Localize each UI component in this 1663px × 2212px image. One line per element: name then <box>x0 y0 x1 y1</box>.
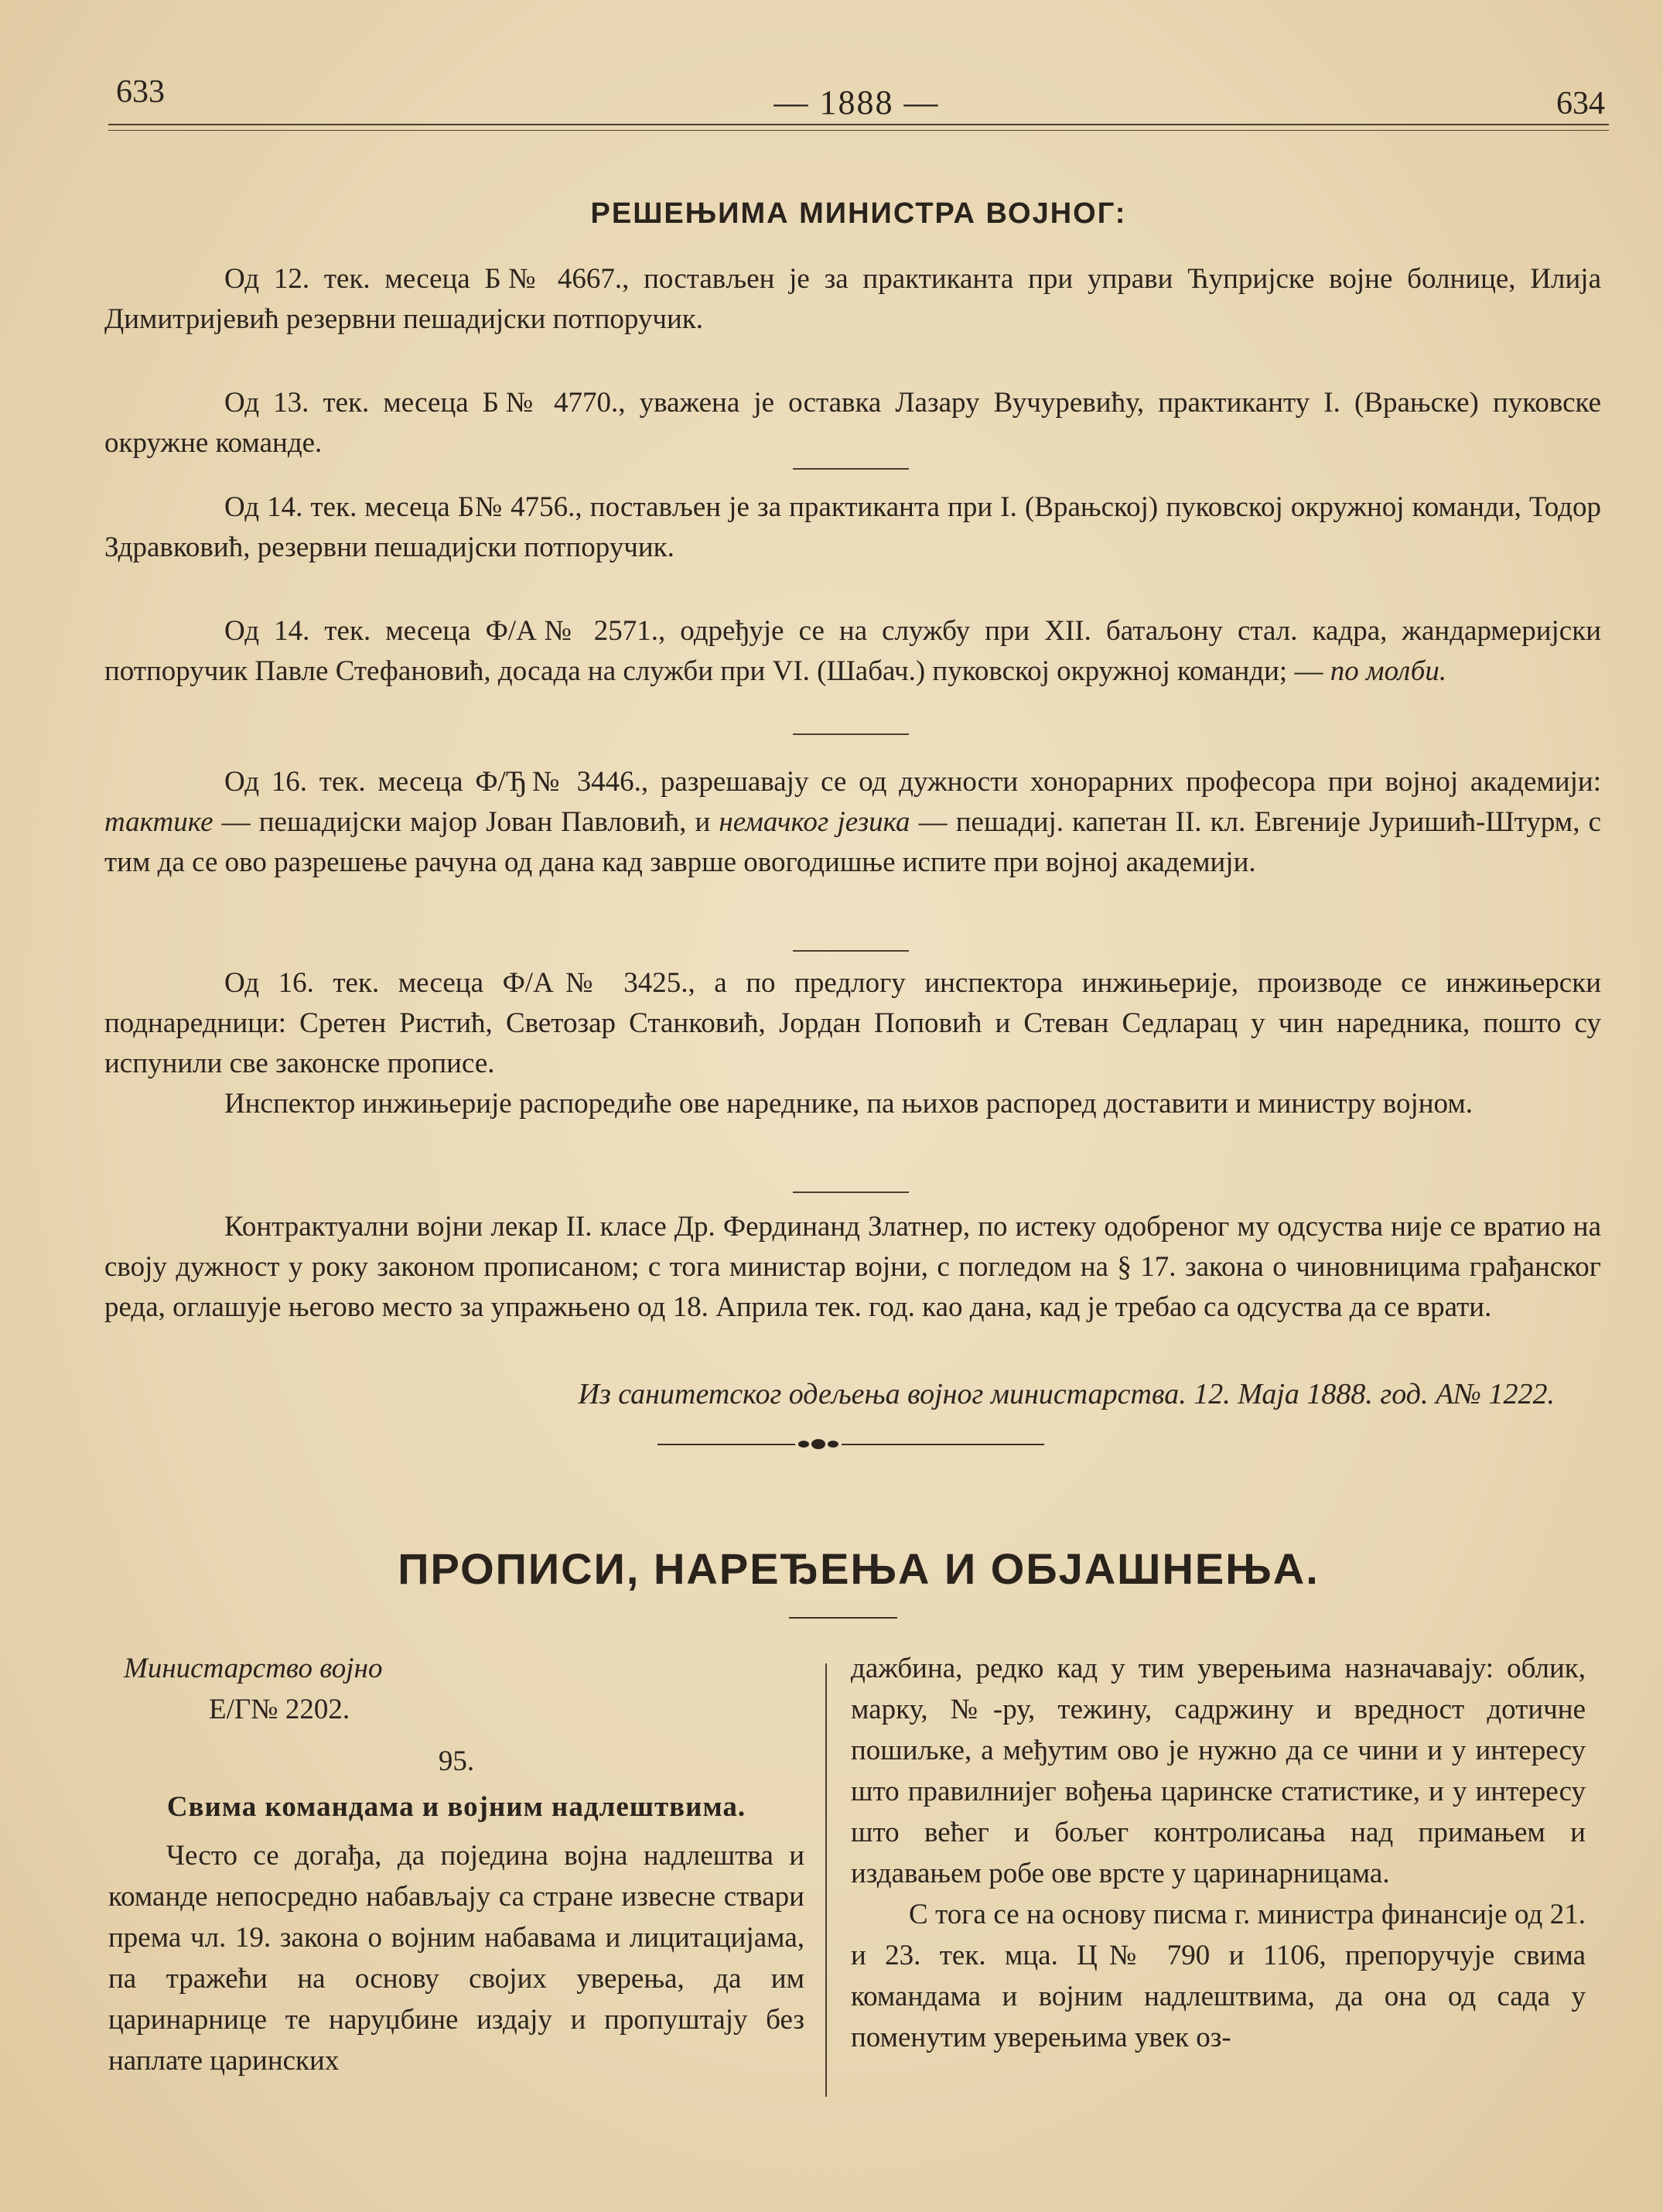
column-divider <box>825 1663 827 2097</box>
decision-note: по молби. <box>1330 655 1447 687</box>
ministry-line: Министарство војно <box>124 1653 383 1684</box>
decision-text: Од 12. тек. месеца Б№ 4667., постављен је за практиканта при управи Ћупријске војне болнице, Илија Димитријевић резервни пешадијски потпоручик. <box>104 263 1601 335</box>
decision-1 <box>104 259 1601 340</box>
separator <box>793 950 909 952</box>
decision-text: — пешадијски мајор Јован Павловић, и <box>221 806 711 838</box>
decision-text: Контрактуални војни лекар II. класе Др. Фердинанд Златнер, по истеку одобреног му одсуства није се вратио на своју дужност у року законом прописаном; с тога министар војни, с погледом на § 17. закона о чиновницима грађанског реда, оглашује његово место за упражњено од 18. Априла тек. год. као дана, кад је требао са одсуства да се врати. <box>104 1211 1601 1323</box>
section-heading: РЕШЕЊИМА МИНИСТРА ВОЈНОГ: <box>590 197 1127 230</box>
decision-text-2: Инспектор инжињерије распоредиће ове нареднике, па њихов распоред доставити и министру војном. <box>224 1088 1473 1120</box>
separator <box>793 733 909 735</box>
ornament-divider <box>657 1439 1044 1450</box>
decision-5 <box>104 762 1601 883</box>
signature-line: Из санитетског одељења војног министарства. 12. Маја 1888. год. А№ 1222. <box>578 1378 1555 1410</box>
subject-tactics: тактике <box>104 806 213 838</box>
order-paragraph: дажбина, редко кад у тим уверењима назначавају: облик, марку, №-ру, тежину, садржину и вредност дотичне пошиљке, а међутим ово је нужно да се чини и у интересу што правилнијег вођења царинске статистике, и у интересу што већег и бољег контролисања над примањем и издавањем робе ове врсте у царинарницама. <box>851 1653 1586 1889</box>
separator <box>793 468 909 470</box>
decision-7 <box>104 1207 1601 1328</box>
decision-text: Од 16. тек. месеца Ф/А№ 3425., а по предлогу инспектора инжињерије, производе се инжињерски поднаредници: Сретен Ристић, Светозар Станковић, Јордан Поповић и Стеван Седларац у чин наредника, пошто су испунили све законске прописе. <box>104 967 1601 1079</box>
title-rule <box>789 1617 897 1619</box>
page-number-left: 633 <box>116 74 165 110</box>
decision-text: Од 16. тек. месеца Ф/Ђ№ 3446., разрешавају се од дужности хонорарних професора при војној академији: <box>224 766 1601 798</box>
main-title: ПРОПИСИ, НАРЕЂЕЊА И ОБЈАШНЕЊА. <box>398 1544 1320 1593</box>
decision-text: Од 13. тек. месеца Б№ 4770., уважена је оставка Лазару Вучуревићу, практиканту I. (Врањске) пуковске окружне команде. <box>104 387 1601 459</box>
decision-text: Од 14. тек. месеца Б№ 4756., постављен је за практиканта при I. (Врањској) пуковској окружној команди, Тодор Здравковић, резервни пешадијски потпоручик. <box>104 491 1601 563</box>
order-paragraph: С тога се на основу писма г. министра финансије од 21. и 23. тек. мца. Ц№ 790 и 1106, препоручује свима командама и војним надлештвима, да она од сада у поменутим уверењима увек оз- <box>851 1899 1586 2053</box>
left-column <box>108 1648 804 2081</box>
order-addressee: Свима командама и војним надлештвима. <box>166 1791 746 1823</box>
header-year: — 1888 — <box>773 84 940 121</box>
order-reference: Е/Г№ 2202. <box>209 1694 350 1725</box>
right-column <box>851 1648 1586 2058</box>
decision-6 <box>104 963 1601 1124</box>
decision-text: Од 14. тек. месеца Ф/А№ 2571., одређује се на службу при XII. батаљону стал. кадра, жандармеријски потпоручик Павле Стефановић, досада на служби при VI. (Шабач.) пуковској окружној команди; — <box>104 615 1601 687</box>
decision-4 <box>104 611 1601 692</box>
subject-german: немачког језика <box>719 806 910 838</box>
decision-2 <box>104 383 1601 463</box>
decision-text: — пешадиј. капетан II. кл. Евгеније Јуришић-Штурм, с тим да се ово разрешење рачуна од дана кад заврше овогодишње испите при војној академији. <box>104 806 1601 878</box>
separator <box>793 1191 909 1193</box>
order-number: 95. <box>438 1745 475 1777</box>
header-rule <box>108 124 1609 131</box>
page-number-right: 634 <box>1556 86 1605 121</box>
decision-3 <box>104 487 1601 568</box>
order-paragraph: Често се догађа, да поједина војна надлештва и команде непосредно набављају са стране извесне ствари према чл. 19. закона о војним набавама и лицитацијама, па тражећи на основу својих уверења, да им царинарнице те наруџбине издају и пропуштају без наплате царинских <box>108 1840 804 2077</box>
